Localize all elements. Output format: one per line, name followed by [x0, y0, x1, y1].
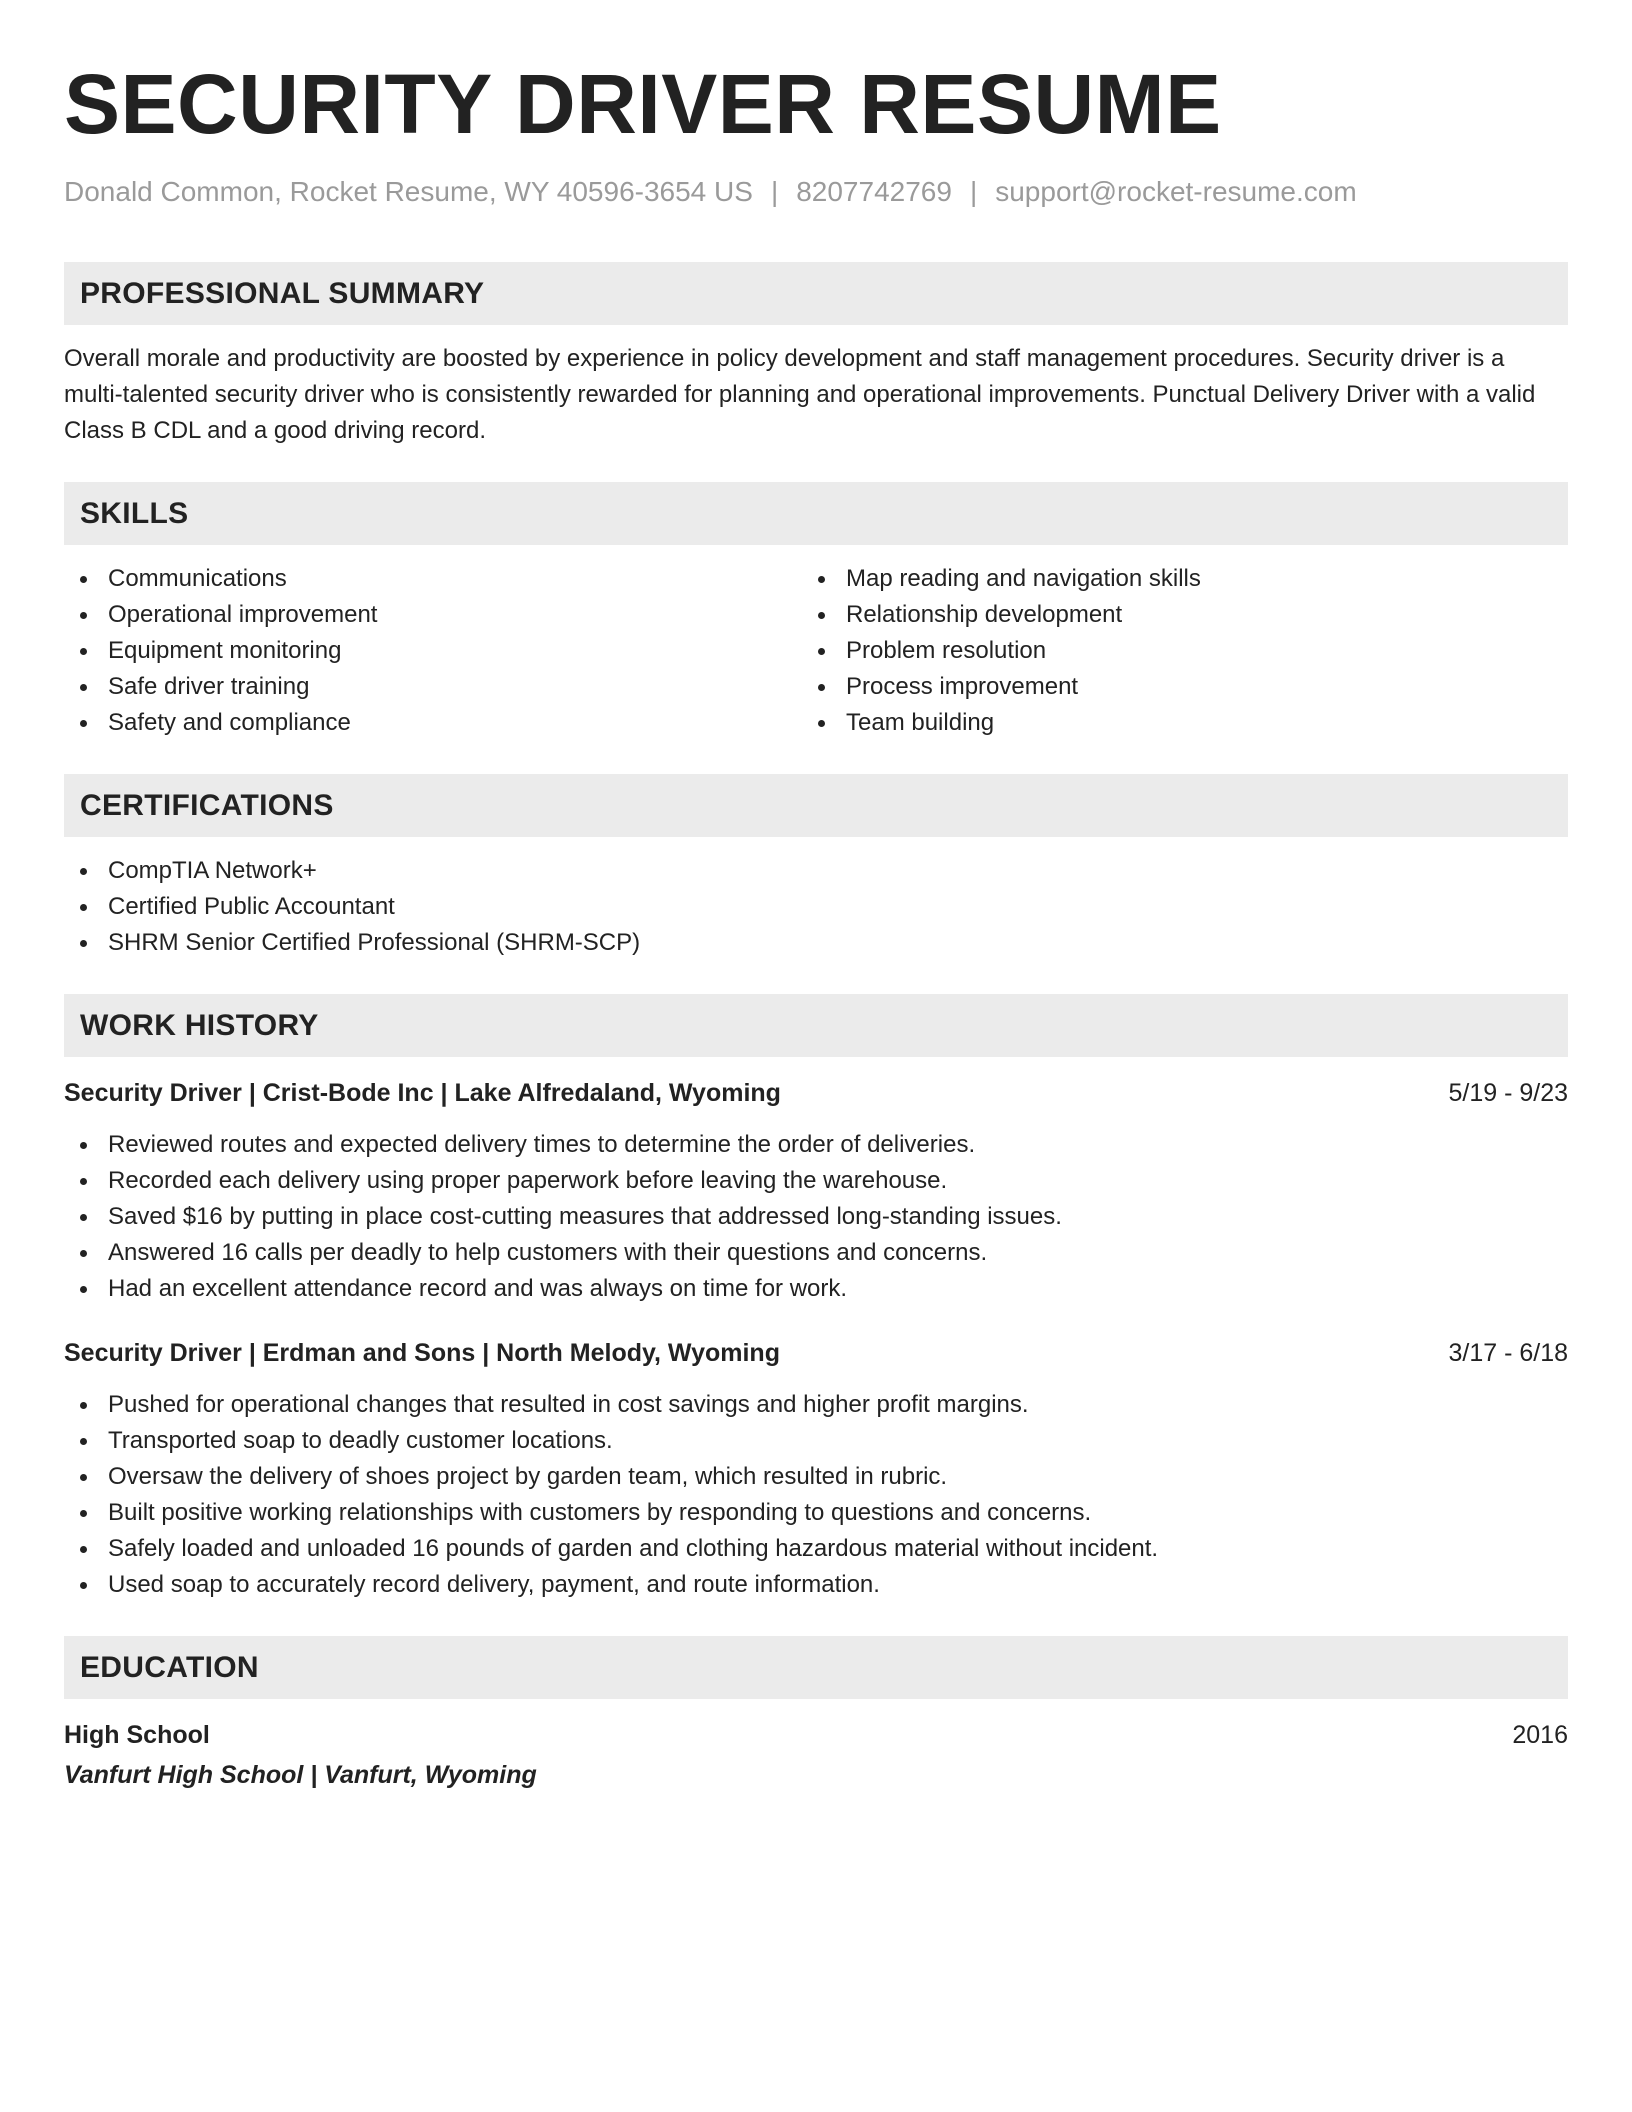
- job-bullet: Transported soap to deadly customer locations.: [64, 1423, 1568, 1459]
- job-bullet: Used soap to accurately record delivery, payment, and route information.: [64, 1567, 1568, 1603]
- job-bullets: [64, 1127, 1568, 1307]
- education-year: 2016: [1512, 1721, 1568, 1749]
- job-bullet: Reviewed routes and expected delivery times to determine the order of deliveries.: [64, 1127, 1568, 1163]
- contact-separator: |: [969, 176, 978, 207]
- skill-item: Safety and compliance: [64, 705, 802, 741]
- job-header: [64, 1075, 1568, 1111]
- certifications-list: [64, 853, 1568, 961]
- job-dates: 5/19 - 9/23: [1448, 1079, 1568, 1107]
- contact-address: Donald Common, Rocket Resume, WY 40596-3654 US: [64, 176, 753, 207]
- certification-item: CompTIA Network+: [64, 853, 1568, 889]
- section-heading-certifications: CERTIFICATIONS: [64, 774, 1568, 837]
- skills-list-left: [64, 561, 802, 741]
- skill-item: Communications: [64, 561, 802, 597]
- job-bullet: Pushed for operational changes that resulted in cost savings and higher profit margins.: [64, 1387, 1568, 1423]
- contact-phone: 8207742769: [796, 176, 952, 207]
- contact-separator: |: [770, 176, 779, 207]
- job-title: Security Driver | Crist-Bode Inc | Lake Alfredaland, Wyoming: [64, 1079, 781, 1107]
- job-title: Security Driver | Erdman and Sons | North Melody, Wyoming: [64, 1339, 780, 1367]
- job-header: [64, 1335, 1568, 1371]
- skill-item: Process improvement: [802, 669, 1552, 705]
- job-bullets: [64, 1387, 1568, 1603]
- skill-item: Relationship development: [802, 597, 1552, 633]
- job-bullet: Had an excellent attendance record and was always on time for work.: [64, 1271, 1568, 1307]
- skills-grid: [64, 561, 1568, 741]
- section-heading-skills: SKILLS: [64, 482, 1568, 545]
- job-bullet: Oversaw the delivery of shoes project by garden team, which resulted in rubric.: [64, 1459, 1568, 1495]
- job-entry: [64, 1335, 1568, 1603]
- skill-item: Team building: [802, 705, 1552, 741]
- job-entry: [64, 1075, 1568, 1307]
- certification-item: Certified Public Accountant: [64, 889, 1568, 925]
- education-degree: High School: [64, 1721, 210, 1749]
- section-heading-work-history: WORK HISTORY: [64, 994, 1568, 1057]
- contact-line: [64, 174, 1568, 210]
- skill-item: Operational improvement: [64, 597, 802, 633]
- contact-email: support@rocket-resume.com: [995, 176, 1357, 207]
- skill-item: Equipment monitoring: [64, 633, 802, 669]
- skills-list-right: [802, 561, 1552, 741]
- section-heading-summary: PROFESSIONAL SUMMARY: [64, 262, 1568, 325]
- resume-title: SECURITY DRIVER RESUME: [64, 57, 1222, 151]
- education-school: Vanfurt High School | Vanfurt, Wyoming: [64, 1761, 537, 1789]
- skill-item: Problem resolution: [802, 633, 1552, 669]
- education-header: [64, 1717, 1568, 1753]
- skill-item: Map reading and navigation skills: [802, 561, 1552, 597]
- summary-text: Overall morale and productivity are boosted by experience in policy development and staff management procedures. Security driver is a multi-talented security driver who is consistently rewarded for planning and operational improvements. Punctual Delivery Driver with a valid Class B CDL and a good driving record.: [64, 345, 1536, 444]
- certification-item: SHRM Senior Certified Professional (SHRM-SCP): [64, 925, 1568, 961]
- skill-item: Safe driver training: [64, 669, 802, 705]
- section-heading-education: EDUCATION: [64, 1636, 1568, 1699]
- job-bullet: Safely loaded and unloaded 16 pounds of garden and clothing hazardous material without incident.: [64, 1531, 1568, 1567]
- job-bullet: Saved $16 by putting in place cost-cutting measures that addressed long-standing issues.: [64, 1199, 1568, 1235]
- job-dates: 3/17 - 6/18: [1448, 1339, 1568, 1367]
- job-bullet: Answered 16 calls per deadly to help customers with their questions and concerns.: [64, 1235, 1568, 1271]
- job-bullet: Recorded each delivery using proper paperwork before leaving the warehouse.: [64, 1163, 1568, 1199]
- job-bullet: Built positive working relationships with customers by responding to questions and concerns.: [64, 1495, 1568, 1531]
